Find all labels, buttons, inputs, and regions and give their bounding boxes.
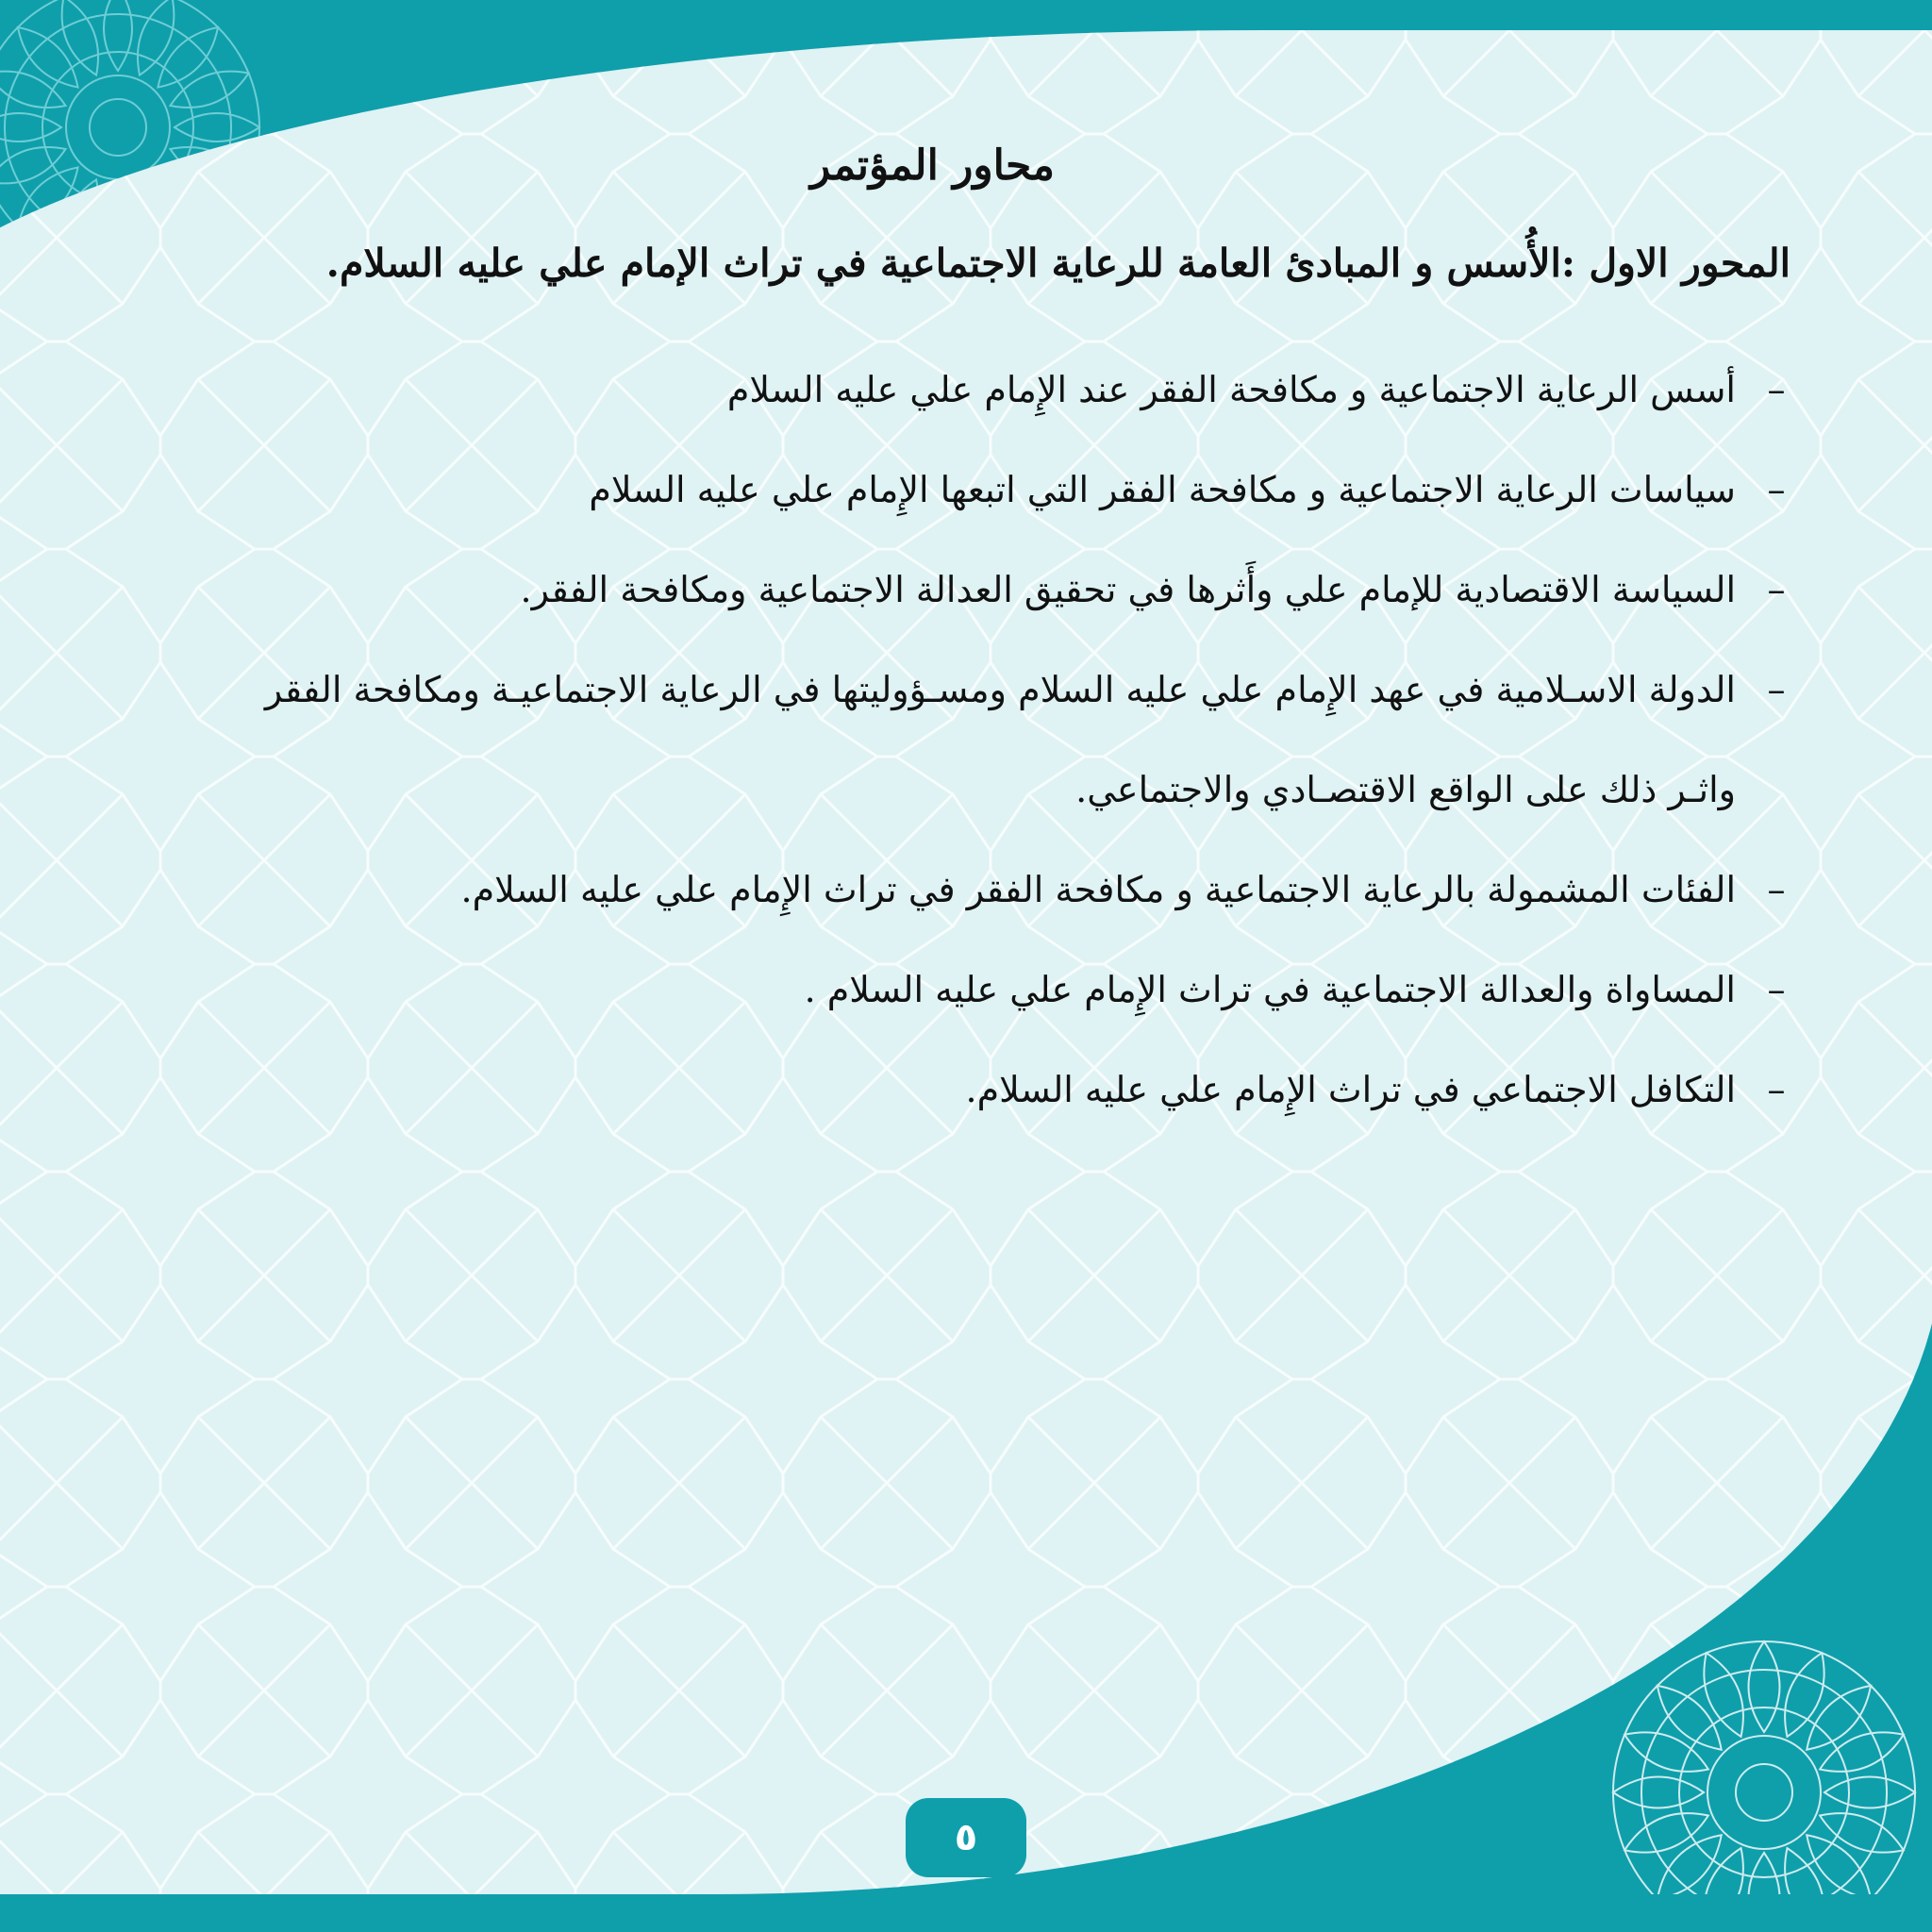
dash-bullet: –: [1767, 669, 1786, 710]
page-title: محاور المؤتمر: [810, 142, 1055, 190]
dash-bullet: –: [1767, 369, 1786, 410]
list-item: [130, 840, 1790, 940]
list-item-text: أسس الرعاية الاجتماعية و مكافحة الفقر عند الإِمام علي عليه السلام: [726, 369, 1736, 410]
page-number-badge: [906, 1798, 1026, 1877]
list-item-text: السياسة الاقتصادية للإمام علي وأَثرها في تحقيق العدالة الاجتماعية ومكافحة الفقر.: [520, 569, 1736, 610]
list-item: [130, 540, 1790, 640]
page-number: ٥: [954, 1816, 978, 1859]
dash-bullet: –: [1767, 869, 1786, 910]
dash-bullet: –: [1767, 1069, 1786, 1110]
list-item: [130, 340, 1790, 440]
list-item: [130, 940, 1790, 1040]
axis-heading: المحور الاول :الأُسس و المبادئ العامة للرعاية الاجتماعية في تراث الإمام علي عليه السلام.: [325, 241, 1790, 286]
dash-bullet: –: [1767, 969, 1786, 1010]
list-item-text: المساواة والعدالة الاجتماعية في تراث الإِمام علي عليه السلام .: [804, 969, 1736, 1010]
axis-items-list: [130, 340, 1790, 1140]
list-item: [130, 1040, 1790, 1140]
list-item-text: الدولة الاسـلامية في عهد الإِمام علي عليه السلام ومسـؤوليتها في الرعاية الاجتماعيـة ومكافحة الفقر واثـر ذلك على الواقع الاقتصـادي والاجتماعي.: [264, 669, 1736, 810]
list-item: [130, 440, 1790, 540]
list-item-text: التكافل الاجتماعي في تراث الإِمام علي عليه السلام.: [965, 1069, 1736, 1110]
dash-bullet: –: [1767, 569, 1786, 610]
list-item-text: سياسات الرعاية الاجتماعية و مكافحة الفقر التي اتبعها الإِمام علي عليه السلام: [589, 469, 1736, 510]
list-item-text: الفئات المشمولة بالرعاية الاجتماعية و مكافحة الفقر في تراث الإِمام علي عليه السلام.: [460, 869, 1736, 910]
dash-bullet: –: [1767, 469, 1786, 510]
list-item: [130, 640, 1790, 840]
